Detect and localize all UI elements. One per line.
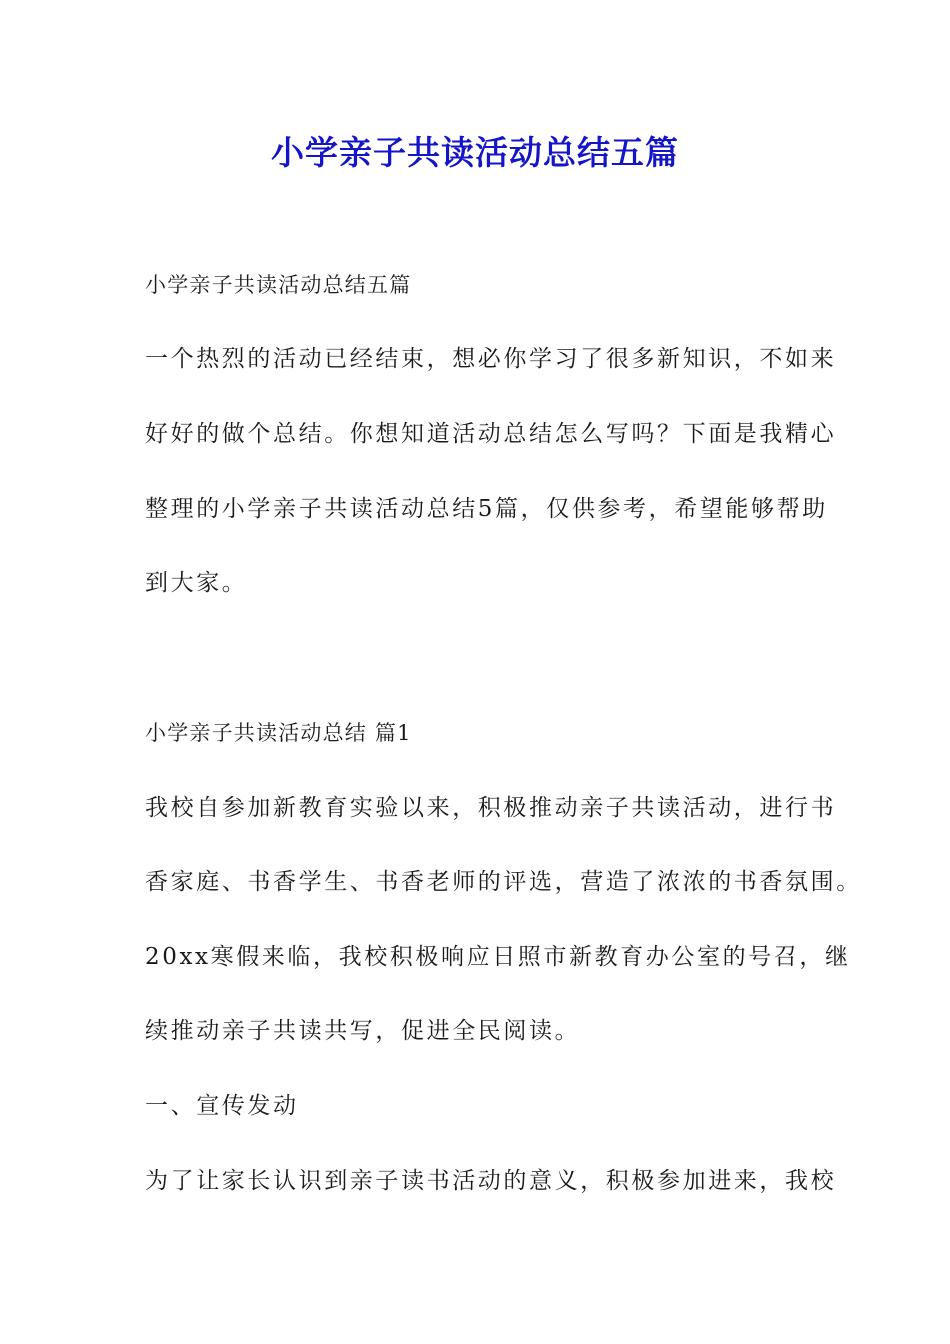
document-title: 小学亲子共读活动总结五篇 [271,133,679,172]
body-line-3: 20xx寒假来临，我校积极响应日照市新教育办公室的号召，继 [145,944,851,970]
body-line-4: 续推动亲子共读共写，促进全民阅读。 [145,1018,581,1044]
body-line-1: 我校自参加新教育实验以来，积极推动亲子共读活动，进行书 [145,795,837,821]
intro-line-2: 好好的做个总结。你想知道活动总结怎么写吗？下面是我精心 [145,421,837,447]
subsection-heading-1: 一、宣传发动 [145,1093,299,1119]
body-line-5: 为了让家长认识到亲子读书活动的意义，积极参加进来，我校 [145,1168,837,1194]
intro-line-3: 整理的小学亲子共读活动总结5篇，仅供参考，希望能够帮助 [145,496,828,522]
body-line-2: 香家庭、书香学生、书香老师的评选，营造了浓浓的书香氛围。 [145,869,862,895]
subtitle-line: 小学亲子共读活动总结五篇 [145,273,412,297]
section-heading-1: 小学亲子共读活动总结 篇1 [145,721,412,745]
intro-line-4: 到大家。 [145,570,248,596]
intro-line-1: 一个热烈的活动已经结束，想必你学习了很多新知识，不如来 [145,346,837,372]
